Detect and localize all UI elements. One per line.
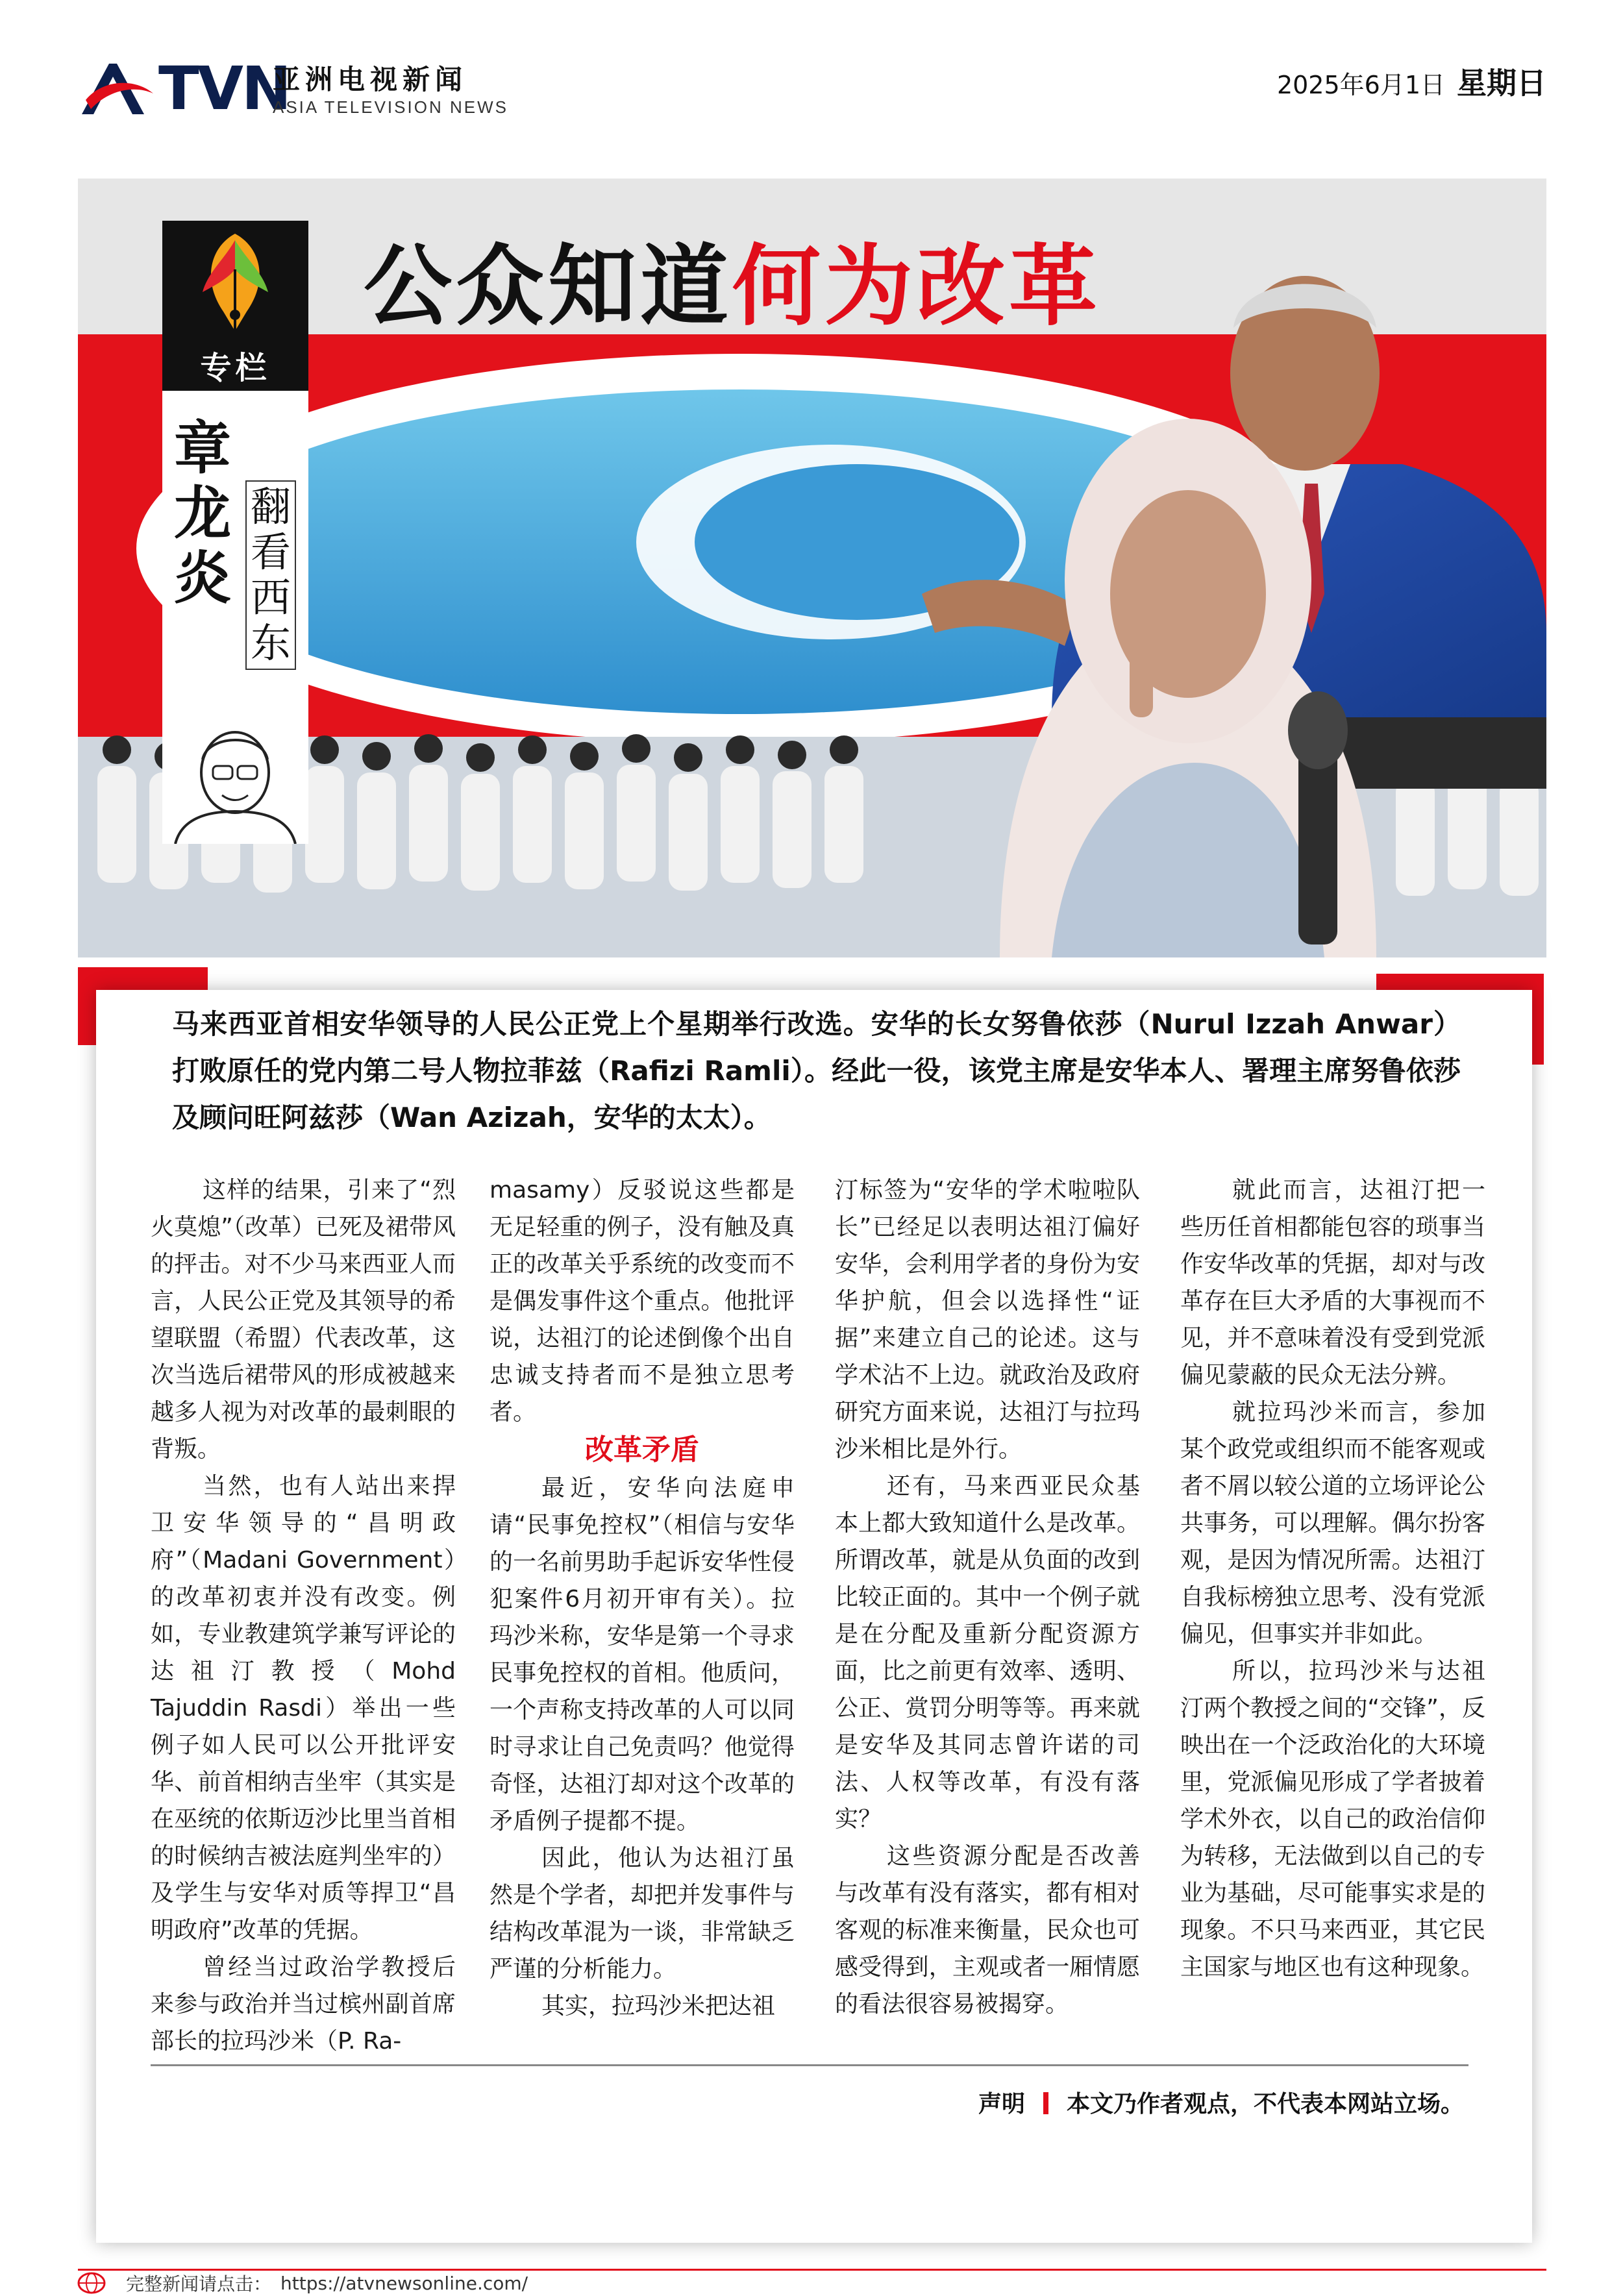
disclaimer [978,2085,1464,2124]
column-badge-header [162,221,308,391]
article-headline [364,235,1101,339]
paragraph: 还有，马来西亚民众基本上都大致知道什么是改革。所谓改革，就是从负面的改到比较正面的。其中一个例子就是在分配及重新分配资源方面，比之前更有效率、透明、公正、赏罚分明等等。再来就是安华及其同志曾许诺的司法、人权等改革，有没有落实？ [835,1473,1140,1833]
column-badge-label: 专栏 [200,350,271,386]
column-name: 翻看西东 [245,480,296,670]
disclaimer-divider [151,2064,1468,2066]
article-lede: 马来西亚首相安华领导的人民公正党上个星期举行改选。安华的长女努鲁依莎（Nurul Izzah Anwar）打败原任的党内第二号人物拉菲兹（Rafizi Ramli）。经此一役，该党主席是安华本人、署理主席努鲁依莎及顾问旺阿兹莎（Wan Azizah，安华的太太）。 [172,1008,1461,1133]
footer-label: 完整新闻请点击： [126,2273,272,2295]
globe-icon [77,2272,106,2294]
paragraph: 就此而言，达祖汀把一些历任首相都能包容的琐事当作安华改革的凭据，却对与改革存在巨大矛盾的大事视而不见，并不意味着没有受到党派偏见蒙蔽的民众无法分辨。 [1180,1177,1485,1389]
article-column-4 [1180,1172,1485,1986]
logo-subtitle [273,64,508,118]
article-column-2 [489,1172,795,2025]
paragraph: 这些资源分配是否改善与改革有没有落实，都有相对客观的标准来衡量，民众也可感受得到，主观或者一厢情愿的看法很容易被揭穿。 [835,1843,1140,2018]
paragraph: 其实，拉玛沙米把达祖 [541,1993,776,2019]
footer-link[interactable]: https://atvnewsonline.com/ [280,2272,528,2294]
paragraph: 所以，拉玛沙米与达祖汀两个教授之间的“交锋”，反映出在一个泛政治化的大环境里，党派偏见形成了学者披着学术外衣，以自己的政治信仰为转移，无法做到以自己的专业为基础，尽可能事实求是的现象。不只马来西亚，其它民主国家与地区也有这种现象。 [1180,1658,1485,1981]
atv-logo-a-icon [77,60,156,118]
author-name: 章龙炎 [174,414,232,611]
disclaimer-bar [1043,2092,1048,2114]
logo-en-text: ASIA TELEVISION NEWS [273,97,508,117]
article-column-3 [835,1172,1140,2023]
article-column-1 [151,1172,456,2060]
logo-cn-text: 亚洲电视新闻 [273,64,468,95]
feather-pen-icon [162,221,308,338]
date-text: 2025年6月1日 [1276,71,1445,99]
paragraph: 这样的结果，引来了“烈火莫熄”（改革）已死及裙带风的抨击。对不少马来西亚人而言，人民公正党及其领导的希望联盟（希盟）代表改革，这次当选后裙带风的形成被越来越多人视为对改革的最刺眼的背叛。 [151,1177,456,1463]
column-badge [162,221,308,844]
paragraph-continued: 汀标签为“安华的学术啦啦队长”已经足以表明达祖汀偏好安华，会利用学者的身份为安华护航，但会以选择性“证据”来建立自己的论述。这与学术沾不上边。就政治及政府研究方面来说，达祖汀与拉玛沙米相比是外行。 [835,1177,1140,1463]
footer [77,2271,528,2295]
paragraph: 就拉玛沙米而言，参加某个政党或组织而不能客观或者不屑以较公道的立场评论公共事务，可以理解。偶尔扮客观，是因为情况所需。达祖汀自我标榜独立思考、没有党派偏见，但事实并非如此。 [1180,1399,1485,1648]
weekday-text: 星期日 [1457,66,1546,101]
disclaimer-label: 声明 [978,2091,1025,2117]
headline-red-part: 何为改革 [732,236,1101,338]
issue-date [1277,65,1546,103]
paragraph-continued: masamy）反驳说这些都是无足轻重的例子，没有触及真正的改革关乎系统的改变而不是偶发事件这个重点。他批评说，达祖汀的论述倒像个出自忠诚支持者而不是独立思考者。 [489,1177,795,1426]
disclaimer-text: 本文乃作者观点，不代表本网站立场。 [1066,2091,1464,2117]
paragraph: 因此，他认为达祖汀虽然是个学者，却把并发事件与结构改革混为一谈，非常缺乏严谨的分析能力。 [489,1845,795,1982]
logo-tvn-text: TVN [158,54,290,123]
headline-black-part: 公众知道 [364,236,732,338]
atv-logo[interactable] [77,54,290,123]
article-body [151,1172,1485,2055]
paragraph: 曾经当过政治学教授后来参与政治并当过槟州副首席部长的拉玛沙米（P. Ra- [151,1954,456,2055]
section-subhead: 改革矛盾 [585,1433,699,1466]
author-portrait-sketch [162,714,308,844]
paragraph: 最近，安华向法庭申请“民事免控权”（相信与安华的一名前男助手起诉安华性侵犯案件6月初开审有关）。拉玛沙米称，安华是第一个寻求民事免控权的首相。他质问，一个声称支持改革的人可以同时寻求让自己免责吗？他觉得奇怪，达祖汀却对这个改革的矛盾例子提都不提。 [489,1475,795,1834]
paragraph: 当然，也有人站出来捍卫安华领导的“昌明政府”（Madani Government）的改革初衷并没有改变。例如，专业教建筑学兼写评论的达祖汀教授（Mohd Tajuddin Rasdi）举出一些例子如人民可以公开批评安华、前首相纳吉坐牢（其实是在巫统的依斯迈沙比里当首相的时候纳吉被法庭判坐牢的）及学生与安华对质等捍卫“昌明政府”改革的凭据。 [151,1473,456,1944]
